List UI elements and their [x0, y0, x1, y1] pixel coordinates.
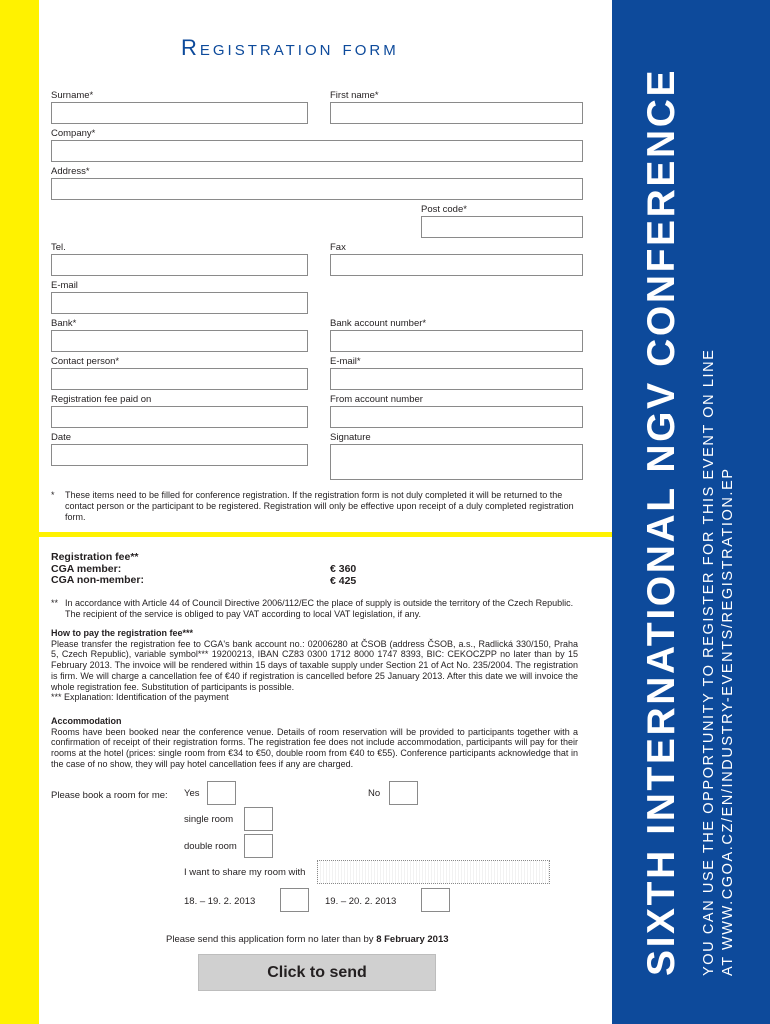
fee-prices [330, 564, 356, 587]
contact-person-label: Contact person* [51, 356, 120, 367]
email-field[interactable] [51, 292, 308, 314]
yes-label: Yes [184, 788, 200, 799]
required-note-text: These items need to be filled for conference registration. If the registration form is not duly completed it will be returned to the contact person or the participant to be registered. Registration will only be effective upon receipt of a duly completed registration form. [65, 490, 574, 522]
vat-note-text: In accordance with Article 44 of Council Directive 2006/112/EC the place of supply is outside the territory of the Czech Republic. The recipient of the service is obliged to pay VAT according to local VAT legislation, if any. [65, 598, 574, 619]
nonmember-price: € 425 [330, 574, 357, 587]
post-code-label: Post code* [421, 204, 467, 215]
dates1-label: 18. – 19. 2. 2013 [184, 896, 256, 907]
first-name-label: First name* [330, 90, 379, 101]
accommodation-heading: Accommodation [51, 716, 122, 726]
accommodation-section [51, 716, 578, 770]
conference-title: SIXTH INTERNATIONAL NGV CONFERENCE [640, 67, 683, 976]
signature-label: Signature [330, 432, 371, 443]
contact-email-field[interactable] [330, 368, 583, 390]
single-room-label: single room [184, 814, 234, 825]
signature-field[interactable] [330, 444, 583, 480]
no-label: No [368, 788, 381, 799]
share-room-label: I want to share my room with [184, 867, 306, 878]
required-note-star: * [51, 490, 55, 500]
fee-heading: Registration fee** [51, 551, 139, 563]
double-room-label: double room [184, 841, 237, 852]
dates2-checkbox[interactable] [421, 888, 450, 912]
company-field[interactable] [51, 140, 583, 162]
payment-heading: How to pay the registration fee*** [51, 628, 194, 638]
contact-email-label: E-mail* [330, 356, 361, 367]
book-room-prompt: Please book a room for me: [51, 790, 168, 801]
tel-field[interactable] [51, 254, 308, 276]
yellow-divider [39, 532, 612, 537]
payment-footnote: *** Explanation: Identification of the payment [51, 692, 229, 703]
surname-label: Surname* [51, 90, 94, 101]
blue-side-panel [612, 0, 770, 1024]
address-label: Address* [51, 166, 90, 177]
company-label: Company* [51, 128, 96, 139]
double-room-checkbox[interactable] [244, 834, 273, 858]
bank-field[interactable] [51, 330, 308, 352]
contact-person-field[interactable] [51, 368, 308, 390]
tel-label: Tel. [51, 242, 66, 253]
send-note-prefix: Please send this application form no later than by [166, 934, 377, 945]
single-room-checkbox[interactable] [244, 807, 273, 831]
first-name-field[interactable] [330, 102, 583, 124]
click-to-send-button[interactable]: Click to send [198, 954, 436, 991]
send-deadline-note [166, 934, 449, 945]
fax-field[interactable] [330, 254, 583, 276]
fee-labels [51, 552, 144, 587]
fee-paid-on-label: Registration fee paid on [51, 394, 152, 405]
share-room-field[interactable] [317, 860, 550, 884]
form-title: Registration form [181, 35, 399, 60]
fax-label: Fax [330, 242, 346, 253]
dates1-checkbox[interactable] [280, 888, 309, 912]
yellow-side-bar [0, 0, 39, 1024]
date-field[interactable] [51, 444, 308, 466]
member-price: € 360 [330, 563, 357, 575]
from-account-field[interactable] [330, 406, 583, 428]
bank-label: Bank* [51, 318, 77, 329]
vat-note-star: ** [51, 598, 59, 608]
post-code-field[interactable] [421, 216, 583, 238]
dates2-label: 19. – 20. 2. 2013 [325, 896, 397, 907]
yes-checkbox[interactable] [207, 781, 236, 805]
payment-section [51, 628, 578, 703]
bank-account-label: Bank account number* [330, 318, 427, 329]
required-items-note [51, 490, 584, 523]
surname-field[interactable] [51, 102, 308, 124]
online-registration-url[interactable]: AT WWW.CGOA.CZ/EN/INDUSTRY-EVENTS/REGISTRATION.EP [720, 467, 736, 976]
nonmember-label: CGA non-member: [51, 574, 144, 586]
accommodation-text: Rooms have been booked near the conference venue. Details of room reservation will be provided to participants together with a confirmation of receipt of their registration forms. The registration fee does not include accommodation, participants will pay for their rooms at the hotel (prices: single room from €34 to €50, double room from €40 to €55). Conference participants acknowledge that in the case of no show, they will pay hotel cancellation fees if any are charged. [51, 726, 578, 769]
email-label: E-mail [51, 280, 78, 291]
address-field[interactable] [51, 178, 583, 200]
online-registration-line1: YOU CAN USE THE OPPORTUNITY TO REGISTER FOR THIS EVENT ON LINE [701, 348, 717, 976]
payment-text: Please transfer the registration fee to CGA's bank account no.: 02006280 at ČSOB (address ČSOB, a.s., Radlická 330/150, Praha 5, Czech Republic), variable symbol*** 19200213, IBAN CZ83 0300 1712 8000 1747 8393, BIC: CEKOCZPP no later than by 15 February 2013. The invoice will be rendered within 15 days of taxable supply under Section 21 of Act No. 235/2004. The registration is firm. We will charge a cancellation fee of €40 if registration is cancelled before 25 January 2013. After this date we will invoice the whole registration fee. Substitution of participants is possible. [51, 638, 578, 692]
from-account-label: From account number [330, 394, 423, 405]
fee-paid-on-field[interactable] [51, 406, 308, 428]
bank-account-field[interactable] [330, 330, 583, 352]
vat-note [51, 598, 578, 620]
date-label: Date [51, 432, 72, 443]
send-deadline: 8 February 2013 [376, 934, 449, 945]
member-label: CGA member: [51, 562, 122, 575]
no-checkbox[interactable] [389, 781, 418, 805]
